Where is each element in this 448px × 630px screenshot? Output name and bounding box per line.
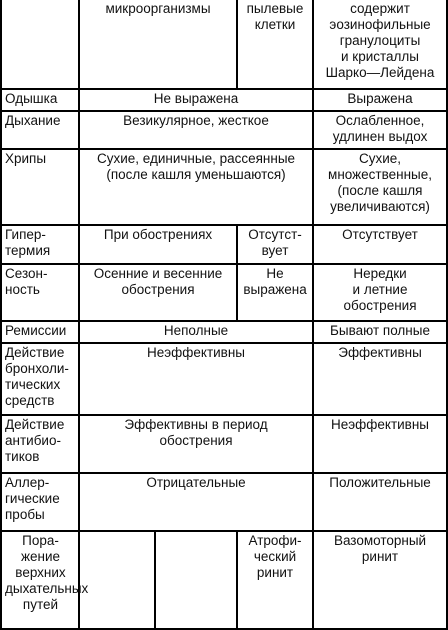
table-header-row bbox=[1, 0, 447, 89]
table-cell: Атрофи- ческий ринит bbox=[237, 531, 313, 629]
table-cell: Сухие, множественные, (после кашля увеличиваются) bbox=[313, 149, 447, 225]
table-cell: Выражена bbox=[313, 89, 447, 111]
table-cell: Эффективны bbox=[313, 343, 447, 415]
row-label: Действие бронхоли- тических средств bbox=[1, 343, 79, 415]
table-cell: Отсутствует bbox=[313, 225, 447, 264]
header-cell-eosinophils: содержит эозинофильные гранулоциты и кристаллы Шарко—Лейдена bbox=[313, 0, 447, 89]
row-label: Аллер- гические пробы bbox=[1, 473, 79, 531]
table-cell: Неэффективны bbox=[79, 343, 313, 415]
row-label: Сезон- ность bbox=[1, 264, 79, 321]
row-label: Ремиссии bbox=[1, 321, 79, 343]
row-label: Действие антибио- тиков bbox=[1, 415, 79, 473]
row-label: Гипер- термия bbox=[1, 225, 79, 264]
header-cell-empty bbox=[1, 0, 79, 89]
row-label: Одышка bbox=[1, 89, 79, 111]
table-cell: Ослабленное, удлинен выдох bbox=[313, 111, 447, 149]
table-cell: Отрицательные bbox=[79, 473, 313, 531]
table-row bbox=[1, 225, 447, 264]
table-cell: Эффективны в период обострения bbox=[79, 415, 313, 473]
row-label: Пора- жение верхних дыхательных путей bbox=[1, 531, 79, 629]
table-cell: Сухие, единичные, рассеянные (после кашля уменьшаются) bbox=[79, 149, 313, 225]
row-label: Хрипы bbox=[1, 149, 79, 225]
table-cell: Положительные bbox=[313, 473, 447, 531]
table-row bbox=[1, 111, 447, 149]
table-cell: При обострениях bbox=[79, 225, 237, 264]
table-cell: Не выражена bbox=[79, 89, 313, 111]
row-label: Дыхание bbox=[1, 111, 79, 149]
header-cell-dust-cells: пылевые клетки bbox=[237, 0, 313, 89]
table-cell: Вазомоторный ринит bbox=[313, 531, 447, 629]
table-row bbox=[1, 531, 447, 629]
table-cell: Не выражена bbox=[237, 264, 313, 321]
table-cell: Отсутст- вует bbox=[237, 225, 313, 264]
table-row bbox=[1, 264, 447, 321]
table-row bbox=[1, 415, 447, 473]
table-row bbox=[1, 473, 447, 531]
table-row bbox=[1, 149, 447, 225]
table-cell-empty bbox=[79, 531, 155, 629]
table-cell: Неэффективны bbox=[313, 415, 447, 473]
table-row bbox=[1, 89, 447, 111]
header-cell-microorganisms: микроорганизмы bbox=[79, 0, 237, 89]
table-cell: Осенние и весенние обострения bbox=[79, 264, 237, 321]
table-row bbox=[1, 343, 447, 415]
table-row bbox=[1, 321, 447, 343]
table-cell: Везикулярное, жесткое bbox=[79, 111, 313, 149]
table-cell: Неполные bbox=[79, 321, 313, 343]
table-cell-empty bbox=[155, 531, 237, 629]
table-cell: Нередки и летние обострения bbox=[313, 264, 447, 321]
table-cell: Бывают полные bbox=[313, 321, 447, 343]
